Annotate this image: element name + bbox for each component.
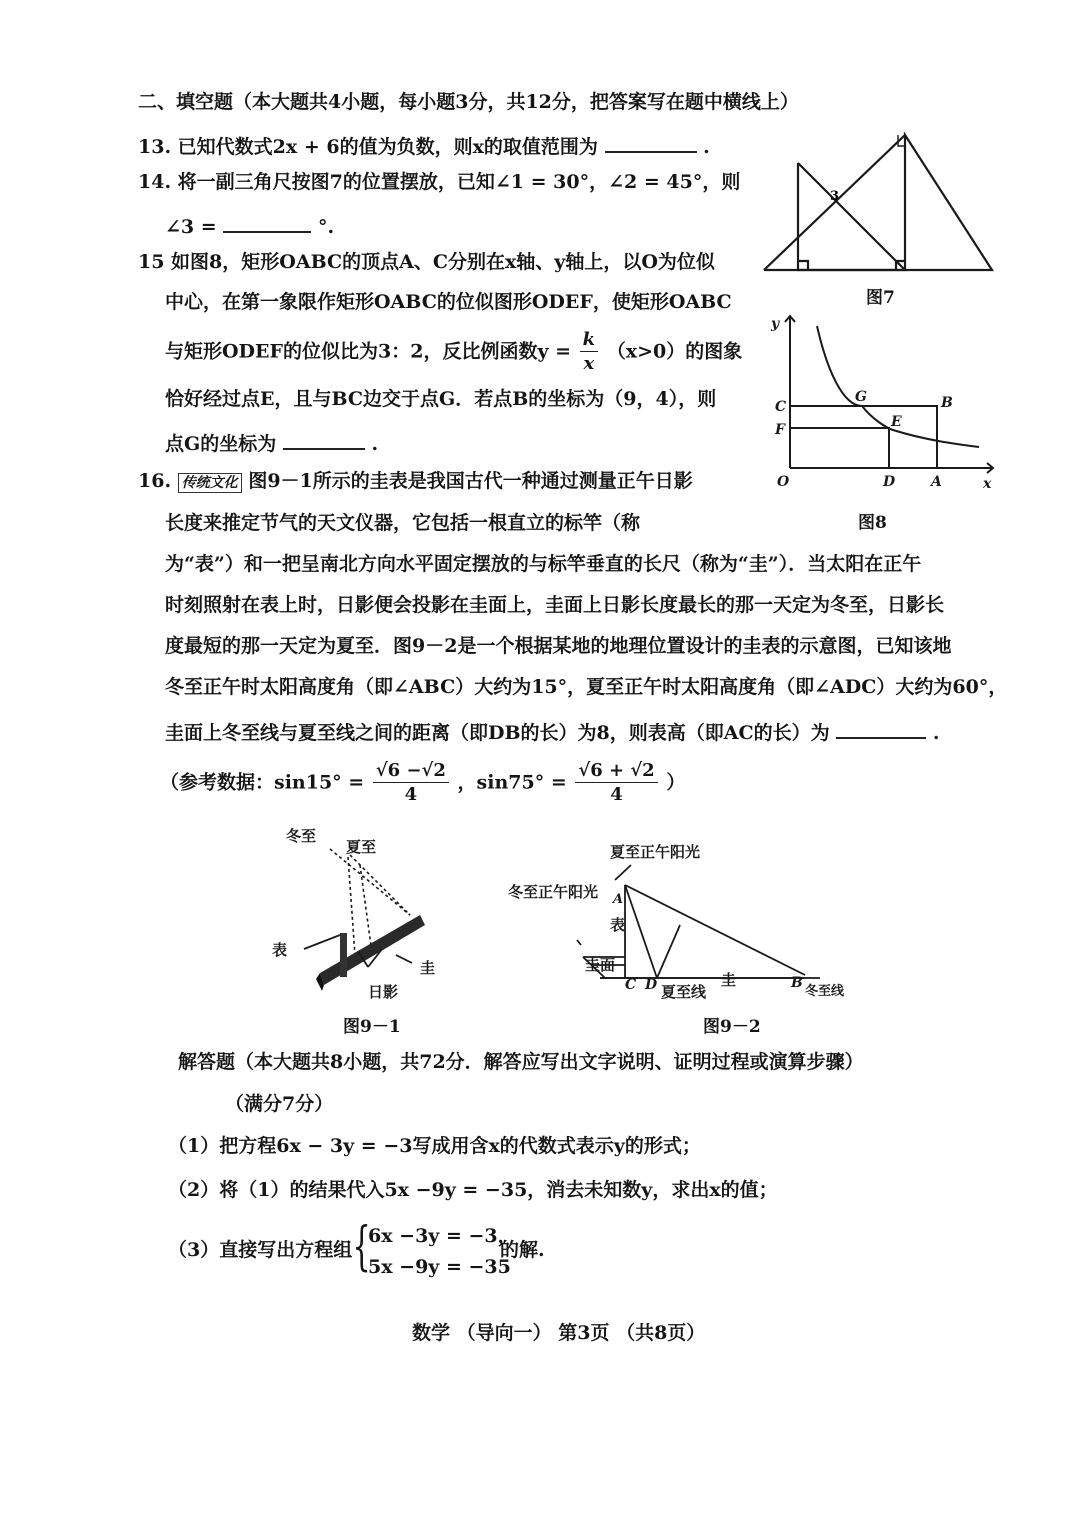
fig92-label-B: B xyxy=(791,975,803,991)
fig92-label-summer-light: 夏至正午阳光 xyxy=(610,843,701,861)
question-17-part1: （1）把方程6x − 3y = −3写成用含x的代数式表示y的形式； xyxy=(168,1135,701,1157)
question-16-line1 xyxy=(138,472,693,491)
q13-end: . xyxy=(703,136,710,158)
q15-line3-end: （x>0）的图象 xyxy=(606,340,743,363)
question-17-part2: （2）将（1）的结果代入5x −9y = −35，消去未知数y，求出x的值； xyxy=(168,1179,778,1201)
section-heading-solve: 解答题（本大题共8小题，共72分．解答应写出文字说明、证明过程或演算步骤） xyxy=(178,1051,864,1073)
fig8-label-C: C xyxy=(775,399,787,415)
q14-end: °. xyxy=(317,216,335,238)
fig8-label-F: F xyxy=(775,422,785,438)
fig92-label-guimian: 圭面 xyxy=(585,956,616,974)
q15-fraction xyxy=(580,331,598,373)
question-15-line4: 恰好经过点E，且与BC边交于点G．若点B的坐标为（9，4），则 xyxy=(165,388,717,410)
ref-start: （参考数据：sin15° = xyxy=(160,771,365,794)
fig91-label-dongzhi: 冬至 xyxy=(286,827,317,845)
section-heading-fill-in: 二、填空题（本大题共4小题，每小题3分，共12分，把答案写在题中横线上） xyxy=(138,91,799,113)
q16-tag-traditional-culture: 传统文化 xyxy=(178,473,242,493)
question-16-line7 xyxy=(165,719,940,743)
fig8-label-A: A xyxy=(931,474,942,490)
equation-system-brace: { xyxy=(352,1217,371,1277)
question-14-line2 xyxy=(165,213,334,237)
q15-frac-denominator: x xyxy=(583,353,595,374)
q16-line7-end: . xyxy=(932,722,940,744)
question-16-line2: 长度来推定节气的天文仪器，它包括一根直立的标竿（称 xyxy=(165,512,641,534)
figure-9-2-caption: 图9－2 xyxy=(703,1017,761,1037)
q15-line3-start: 与矩形ODEF的位似比为3：2，反比例函数y = xyxy=(165,340,572,363)
figure-7-caption: 图7 xyxy=(866,288,895,308)
fig91-label-xiazhi: 夏至 xyxy=(346,838,377,856)
fig92-label-winter-light: 冬至正午阳光 xyxy=(508,883,599,901)
fig91-label-biao: 表 xyxy=(272,941,288,959)
fig92-label-gui: 圭 xyxy=(721,971,737,989)
fig92-label-C: C xyxy=(625,977,637,993)
ref-frac2-num: √6 + √2 xyxy=(575,762,657,783)
fig92-label-A: A xyxy=(613,892,624,907)
fig92-label-biao: 表 xyxy=(610,916,626,934)
q13-text: 13. 已知代数式2x + 6的值为负数，则x的取值范围为 xyxy=(138,136,598,158)
figure-9-1-caption: 图9－1 xyxy=(343,1017,401,1037)
question-15-line2: 中心，在第一象限作矩形OABC的位似图形ODEF，使矩形OABC xyxy=(165,291,732,313)
fig8-label-x: x xyxy=(983,476,992,492)
question-17-header: （满分7分） xyxy=(225,1093,334,1115)
question-14-line1: 14. 将一副三角尺按图7的位置摆放，已知∠1 = 30°，∠2 = 45°，则 xyxy=(138,171,741,193)
q16-reference-data xyxy=(160,762,685,804)
fig8-label-y: y xyxy=(771,316,780,332)
q15-frac-numerator: k xyxy=(580,331,598,352)
fig8-label-G: G xyxy=(855,389,867,405)
question-16-line3: 为“表”）和一把呈南北方向水平固定摆放的与标竿垂直的长尺（称为“圭”）．当太阳在正午 xyxy=(165,553,922,575)
q16-line7-text: 圭面上冬至线与夏至线之间的距离（即DB的长）为8，则表高（即AC的长）为 xyxy=(165,722,830,744)
fig8-label-E: E xyxy=(891,414,902,430)
question-15-line1: 15 如图8，矩形OABC的顶点A、C分别在x轴、y轴上，以O为位似 xyxy=(138,251,715,273)
question-16-line5: 度最短的那一天定为夏至．图9－2是一个根据某地的地理位置设计的圭表的示意图，已知该地 xyxy=(165,635,952,657)
ref-mid: ，sin75° = xyxy=(457,771,567,794)
figure-9-2 xyxy=(505,835,865,1005)
question-17-part3-end: 的解. xyxy=(500,1239,545,1261)
page-footer: 数学 （导向一） 第3页 （共8页） xyxy=(412,1322,706,1344)
fig7-angle-label-3: 3 xyxy=(830,189,840,204)
fig8-label-O: O xyxy=(777,474,790,490)
fig91-label-gui: 圭 xyxy=(420,959,436,977)
ref-frac1-den: 4 xyxy=(404,784,418,805)
figure-8 xyxy=(765,310,1005,510)
equation-2: 5x −9y = −35 xyxy=(368,1256,511,1278)
question-17-part3-start: （3）直接写出方程组 xyxy=(168,1239,353,1261)
q14-answer-blank[interactable] xyxy=(223,213,311,233)
ref-frac1-num: √6 −√2 xyxy=(373,762,449,783)
fig92-label-D: D xyxy=(645,977,658,993)
question-15-line5 xyxy=(165,430,378,454)
fig8-label-B: B xyxy=(941,395,953,411)
figure-9-1 xyxy=(260,825,460,1005)
ref-fraction-2 xyxy=(575,762,657,804)
ref-frac2-den: 4 xyxy=(610,784,623,805)
q15-line5-text: 点G的坐标为 xyxy=(165,433,277,455)
q13-answer-blank[interactable] xyxy=(605,133,697,153)
fig8-label-D: D xyxy=(883,474,896,490)
fig92-label-winter-line: 冬至线 xyxy=(805,984,845,999)
equation-1: 6x −3y = −3， xyxy=(368,1225,517,1247)
q16-number: 16. xyxy=(138,470,172,492)
figure-7 xyxy=(760,128,1000,278)
q14-angle3: ∠3 = xyxy=(165,216,217,238)
ref-fraction-1 xyxy=(373,762,449,804)
ref-end: ） xyxy=(666,771,686,794)
q16-answer-blank[interactable] xyxy=(836,719,926,739)
fig91-label-riying: 日影 xyxy=(368,983,399,1001)
q16-line1-text: 图9－1所示的圭表是我国古代一种通过测量正午日影 xyxy=(248,470,693,492)
question-16-line6: 冬至正午时太阳高度角（即∠ABC）大约为15°，夏至正午时太阳高度角（即∠ADC）大约为60°， xyxy=(165,676,1008,698)
q15-answer-blank[interactable] xyxy=(283,430,365,450)
figure-8-caption: 图8 xyxy=(858,513,887,533)
question-13 xyxy=(138,133,710,157)
question-15-line3 xyxy=(165,331,742,373)
q15-line5-end: . xyxy=(371,433,379,455)
fig92-label-summer-line: 夏至线 xyxy=(661,983,707,1001)
question-16-line4: 时刻照射在表上时，日影便会投影在圭面上，圭面上日影长度最长的那一天定为冬至，日影长 xyxy=(165,594,945,616)
